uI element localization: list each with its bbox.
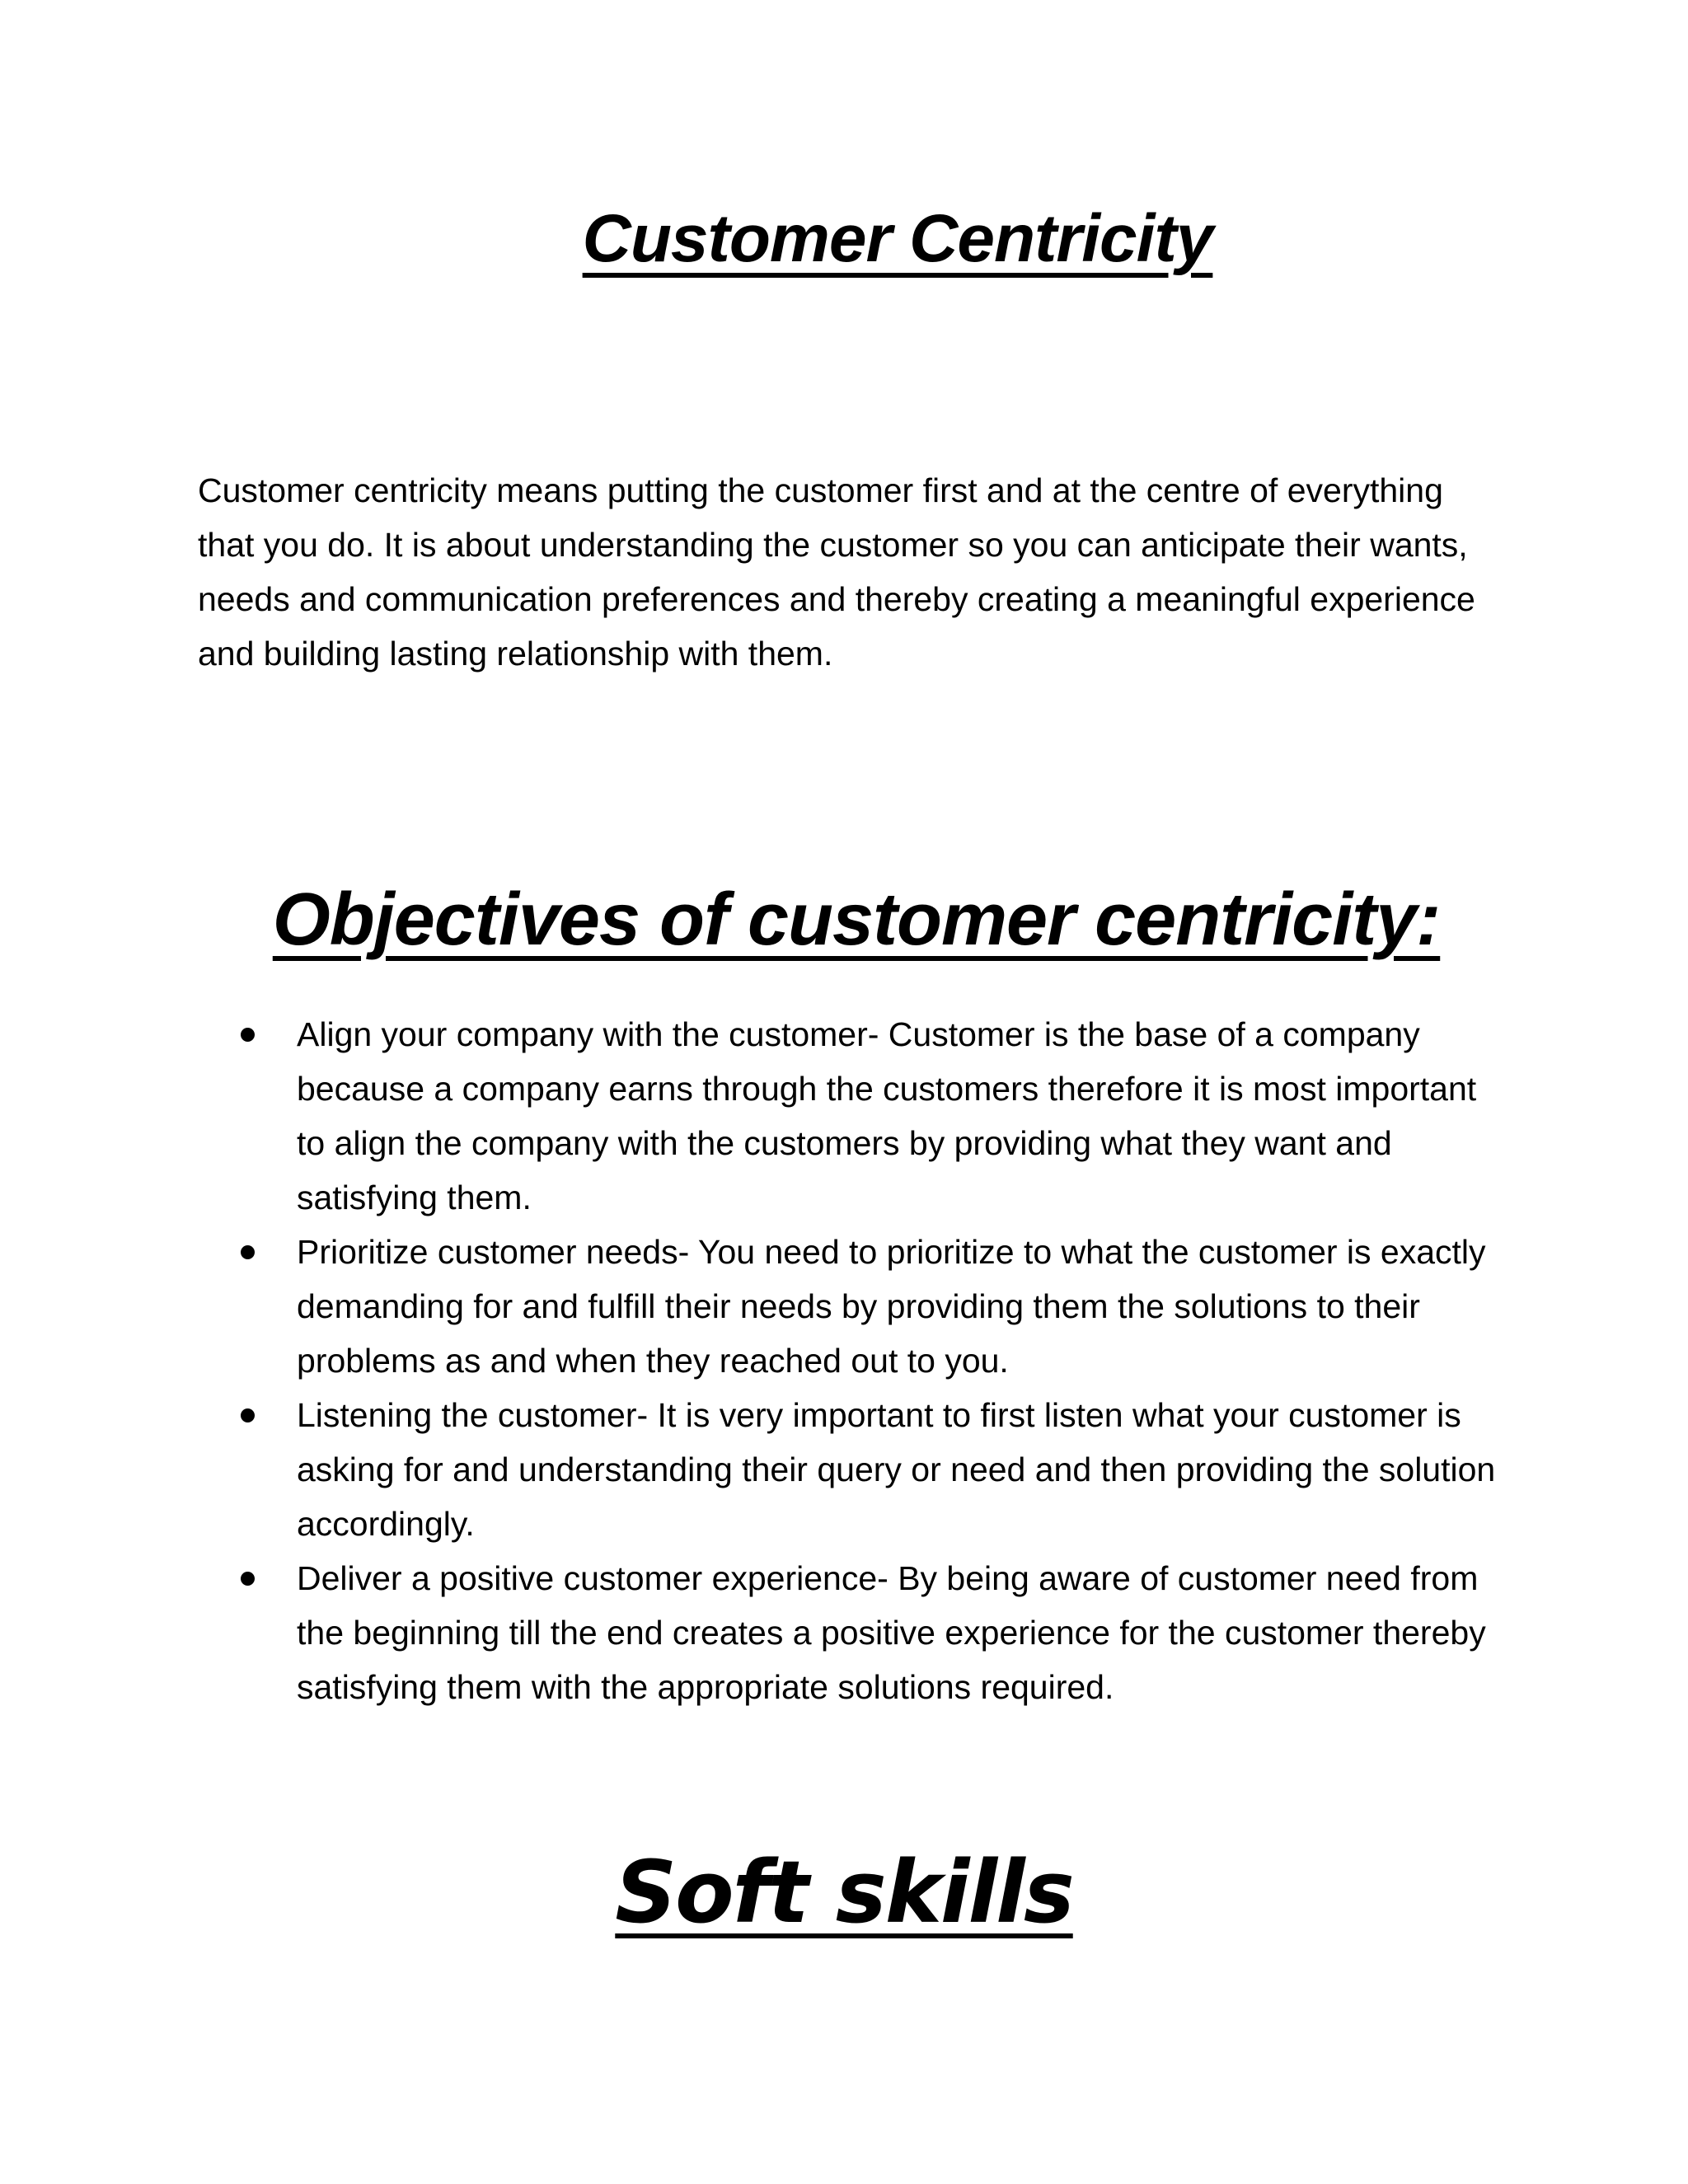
bullet-icon (241, 1028, 255, 1042)
bullet-icon (241, 1572, 255, 1586)
list-item (198, 1388, 1500, 1551)
list-item-text: Align your company with the customer- Customer is the base of a company because a company earns through the customers therefore it is most important to align the company with the customers by providing what they want and satisfying them. (297, 1015, 1477, 1216)
heading-objectives: Objectives of customer centricity: (272, 879, 1441, 961)
bullet-icon (241, 1408, 255, 1422)
list-item-text: Deliver a positive customer experience- By being aware of customer need from the beginning till the end creates a positive experience for the customer thereby satisfying them with the appropriate solutions required. (297, 1559, 1486, 1706)
list-item-text: Listening the customer- It is very important to first listen what your customer is asking for and understanding their query or need and then providing the solution accordingly. (297, 1396, 1496, 1543)
bullet-icon (241, 1245, 255, 1259)
heading-customer-centricity: Customer Centricity (582, 201, 1213, 276)
list-item-text: Prioritize customer needs- You need to prioritize to what the customer is exactly demanding for and fulfill their needs by providing them the solutions to their problems as and when they reached out to you. (297, 1233, 1486, 1380)
list-item (198, 1551, 1500, 1714)
objectives-list (198, 1007, 1500, 1714)
list-item (198, 1225, 1500, 1388)
list-item (198, 1007, 1500, 1225)
intro-paragraph: Customer centricity means putting the customer first and at the centre of everything that you do. It is about understanding the customer so you can anticipate their wants, needs and communication preferences and thereby creating a meaningful experience and building lasting relationship with them. (198, 471, 1475, 673)
heading-soft-skills: Soft skills (615, 1842, 1073, 1943)
